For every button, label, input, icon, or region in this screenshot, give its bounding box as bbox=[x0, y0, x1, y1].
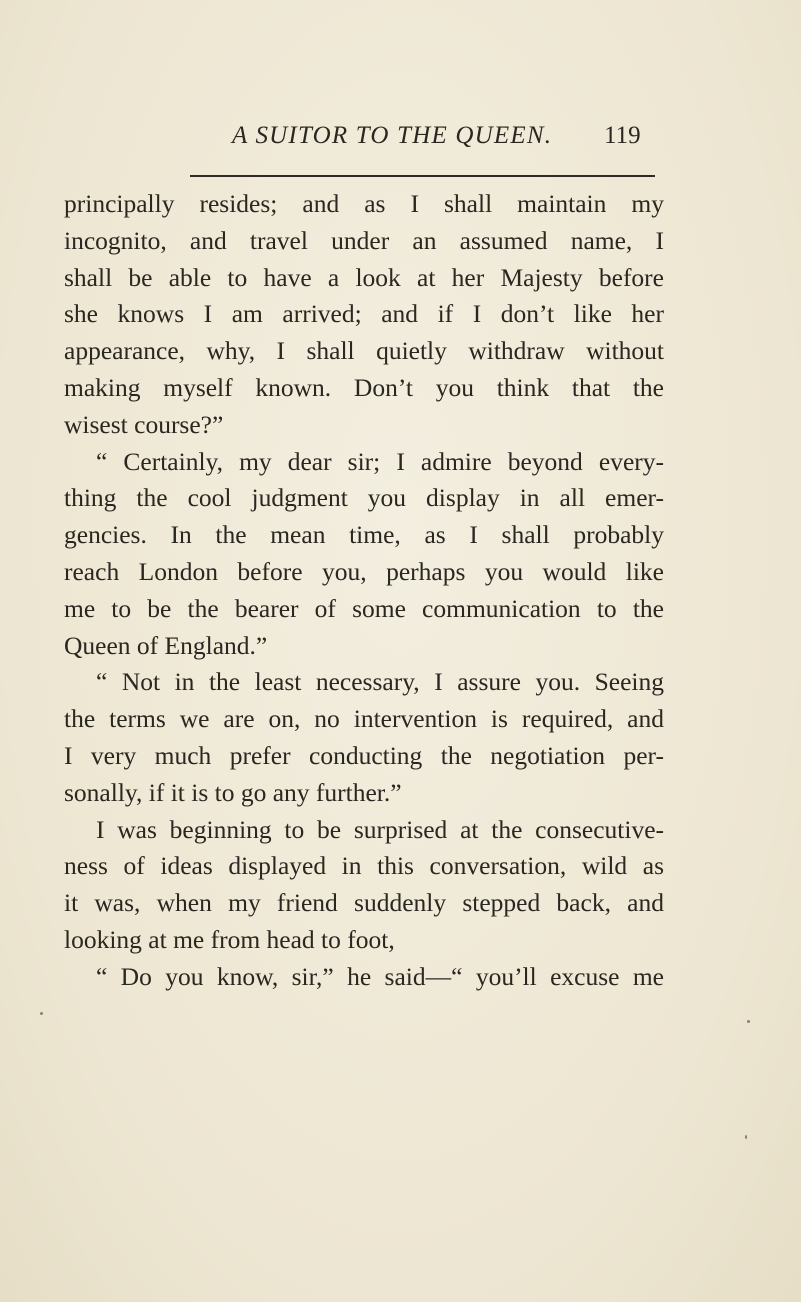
text-line: the terms we are on, no intervention is required, and bbox=[64, 704, 664, 734]
text-line: it was, when my friend suddenly stepped back, and bbox=[64, 888, 664, 918]
text-line: incognito, and travel under an assumed name, I bbox=[64, 225, 664, 255]
text-line: she knows I am arrived; and if I don’t like her bbox=[64, 299, 664, 329]
text-line: thing the cool judgment you display in all emer- bbox=[64, 483, 664, 513]
text-line: I very much prefer conducting the negotiation per- bbox=[64, 740, 664, 770]
text-line: “ Not in the least necessary, I assure you. Seeing bbox=[96, 667, 664, 697]
paper-speck bbox=[40, 1012, 43, 1015]
running-head bbox=[0, 122, 801, 162]
text-line: reach London before you, perhaps you would like bbox=[64, 556, 664, 586]
text-line: “ Do you know, sir,” he said—“ you’ll excuse me bbox=[96, 961, 664, 991]
page-number: 119 bbox=[604, 122, 641, 149]
text-line: looking at me from head to foot, bbox=[64, 924, 395, 954]
text-line: Queen of England.” bbox=[64, 630, 268, 660]
paper-speck bbox=[747, 1020, 750, 1023]
paper-speck bbox=[745, 1135, 747, 1139]
text-line: shall be able to have a look at her Majesty before bbox=[64, 262, 664, 292]
text-line: gencies. In the mean time, as I shall probably bbox=[64, 520, 664, 550]
text-line: appearance, why, I shall quietly withdraw without bbox=[64, 336, 664, 366]
text-line: “ Certainly, my dear sir; I admire beyond every- bbox=[96, 446, 664, 476]
running-title: A SUITOR TO THE QUEEN. bbox=[232, 122, 553, 149]
text-line: ness of ideas displayed in this conversation, wild as bbox=[64, 851, 664, 881]
body-text bbox=[64, 186, 664, 996]
text-line: making myself known. Don’t you think that the bbox=[64, 372, 664, 402]
text-line: sonally, if it is to go any further.” bbox=[64, 777, 402, 807]
text-line: I was beginning to be surprised at the consecutive- bbox=[96, 814, 664, 844]
text-line: wisest course?” bbox=[64, 409, 224, 439]
header-rule bbox=[190, 175, 655, 177]
text-line: principally resides; and as I shall maintain my bbox=[64, 189, 664, 218]
text-line: me to be the bearer of some communication to the bbox=[64, 593, 664, 623]
